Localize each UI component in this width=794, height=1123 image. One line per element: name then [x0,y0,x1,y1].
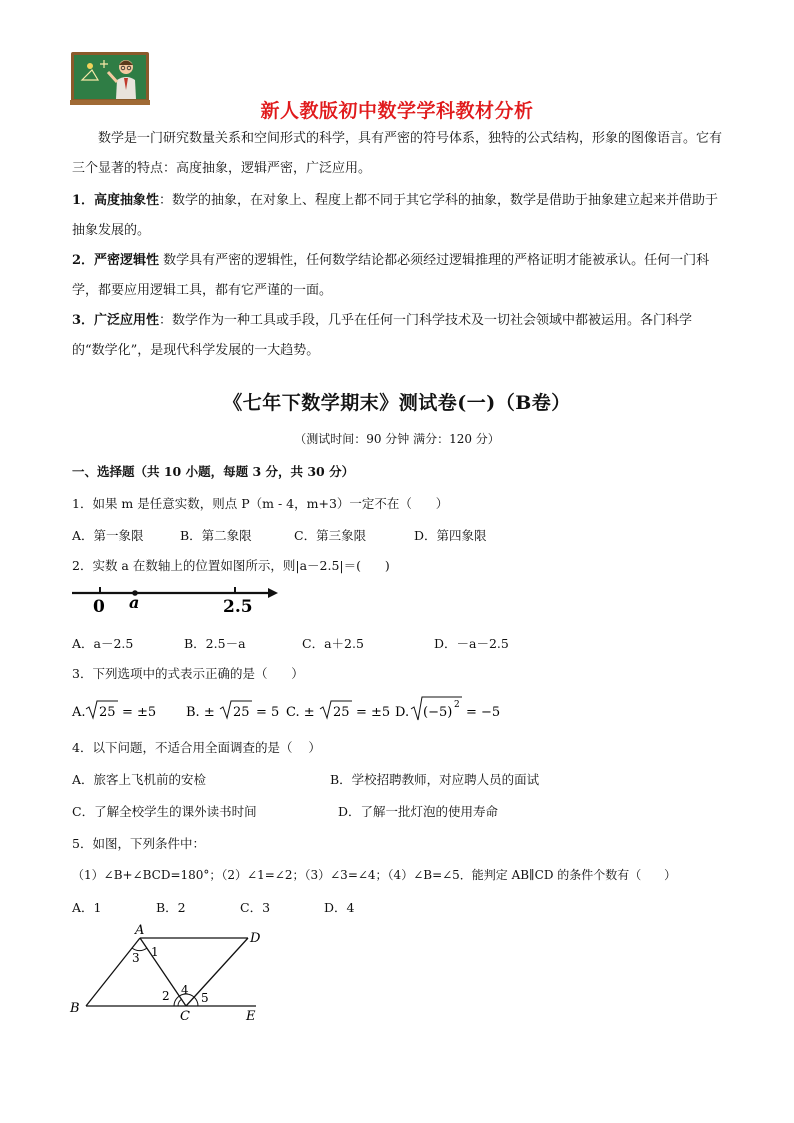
q2-option-c: C．a＋2.5 [302,636,364,651]
document-banner-title: 新人教版初中数学学科教材分析 [260,100,534,122]
q1-option-a: A．第一象限 [72,528,144,543]
q2-option-b: B．2.5－a [184,636,246,651]
q5-option-a: A．1 [72,900,102,915]
q3-option-a-radicand: 25 [99,705,116,720]
angle-3-label: 3 [132,951,140,965]
q5-option-b: B．2 [156,900,186,915]
q1-option-b: B．第二象限 [180,528,252,543]
number-line-arrow [268,588,278,598]
vertex-b-label: B [70,1001,80,1016]
feature-3-text: ：数学作为一种工具或手段，几乎在任何一门科学技术及一切社会领域中都被运用。各门科学的“数学化”，是现代科学发展的一大趋势。 [72,313,693,358]
feature-2-label: 2．严密逻辑性 [72,253,160,268]
angle-4-label: 4 [181,983,189,997]
question-5-conditions: （1）∠B+∠BCD=180°；（2）∠1=∠2；（3）∠3=∠4；（4）∠B=∠5．能判定 AB∥CD 的条件个数有（ ） [72,868,677,882]
parallel-lines-figure [66,920,276,1026]
question-4: 4．以下问题，不适合用全面调查的是（ ） [72,740,321,755]
q4-option-b: B．学校招聘教师，对应聘人员的面试 [330,772,540,787]
q3-option-c-value: = ±5 [356,705,391,720]
feature-2-text: 数学具有严密的逻辑性，任何数学结论都必须经过逻辑推理的严格证明才能被承认。任何一门科学，都要应用逻辑工具，都有它严谨的一面。 [72,253,710,298]
q3-option-a-label: A. [72,705,86,720]
q4-option-a: A．旅客上飞机前的安检 [72,772,207,787]
vertex-a-label: A [135,923,145,938]
section-heading: 一、选择题（共 10 小题，每题 3 分，共 30 分） [72,464,355,479]
q4-option-c: C．了解全校学生的课外读书时间 [72,804,257,819]
exam-subtitle: （测试时间：90 分钟 满分：120 分） [294,432,500,446]
question-2: 2．实数 a 在数轴上的位置如图所示，则|a－2.5|＝( ) [72,558,390,573]
label-2-5: 2.5 [223,597,253,617]
q3-option-d-label: D. [395,705,410,720]
vertex-d-label: D [250,931,261,946]
segment-cd [186,938,248,1006]
feature-1-label: 1．高度抽象性 [72,193,160,208]
feature-1-text: ：数学的抽象，在对象上、程度上都不同于其它学科的抽象，数学是借助于抽象建立起来并借助于抽象发展的。 [72,193,719,238]
q3-option-b-radicand: 25 [233,705,250,720]
vertex-c-label: C [180,1009,190,1024]
q2-option-a: A．a－2.5 [72,636,134,651]
angle-1-label: 1 [151,945,159,959]
q3-option-b-value: = 5 [256,705,280,720]
label-zero: 0 [93,597,105,617]
q2-option-d: D．－a－2.5 [434,636,509,651]
q5-option-c: C．3 [240,900,271,915]
exam-title: 《七年下数学期末》测试卷(一)（B卷） [223,392,571,414]
label-a: a [129,593,140,612]
q3-option-d-exponent: 2 [454,700,460,710]
q3-option-d-radicand: (−5) [423,705,453,720]
question-3: 3．下列选项中的式表示正确的是（ ） [72,666,304,681]
vertex-e-label: E [246,1009,256,1024]
feature-3-label: 3．广泛应用性 [72,313,160,328]
feature-3-paragraph [72,306,724,366]
q3-option-a-value: = ±5 [122,705,157,720]
q1-option-d: D．第四象限 [414,528,487,543]
feature-2-paragraph [72,246,724,306]
q1-option-c: C．第三象限 [294,528,367,543]
question-5: 5．如图，下列条件中： [72,836,205,851]
q3-option-c-label: C. ± [286,705,315,720]
q4-option-d: D．了解一批灯泡的使用寿命 [338,804,499,819]
angle-5-label: 5 [201,991,209,1005]
angle-2-label: 2 [162,989,170,1003]
q3-option-d-value: = −5 [466,705,501,720]
q3-option-b-label: B. ± [186,705,215,720]
feature-1-paragraph [72,186,724,246]
question-1: 1．如果 m 是任意实数，则点 P（m - 4，m+3）一定不在（ ） [72,496,449,511]
q3-options-row [70,694,530,726]
q5-option-d: D．4 [324,900,355,915]
number-line-figure [70,582,290,618]
q3-option-c-radicand: 25 [333,705,350,720]
intro-paragraph: 数学是一门研究数量关系和空间形式的科学，具有严密的符号体系，独特的公式结构，形象的图像语言。它有三个显著的特点：高度抽象，逻辑严密，广泛应用。 [72,131,723,176]
